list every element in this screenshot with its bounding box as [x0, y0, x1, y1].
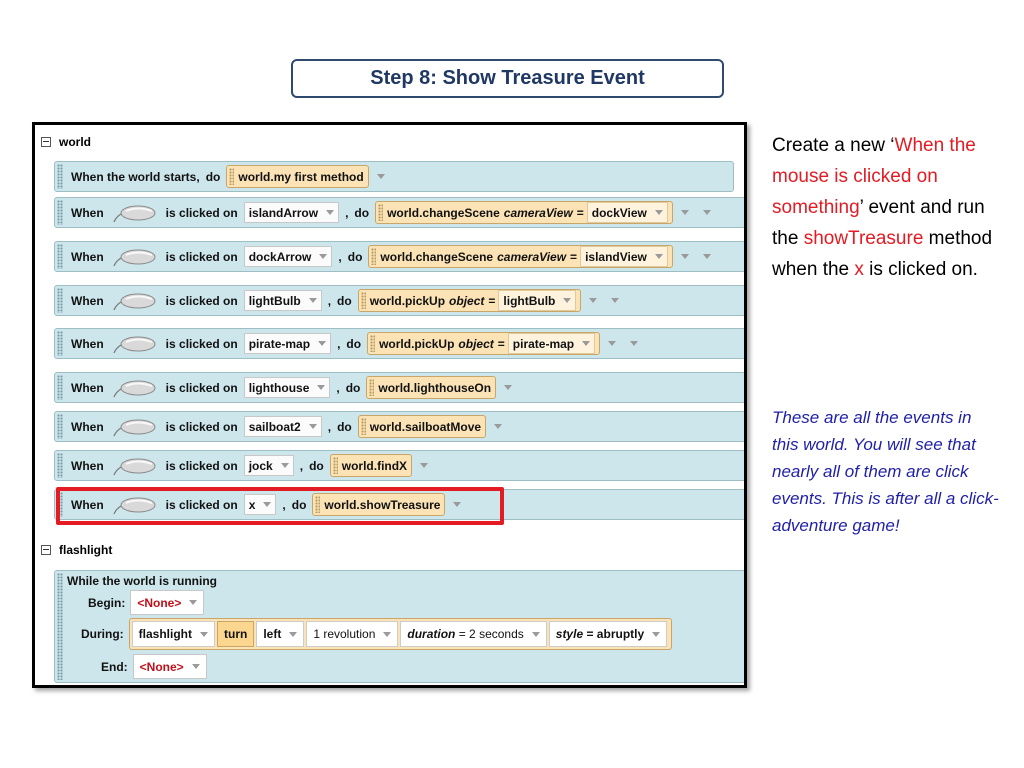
param-name: cameraView: [497, 249, 567, 264]
comma: ,: [299, 458, 304, 473]
dropdown-arrow-icon[interactable]: [319, 254, 327, 259]
object-name: islandArrow: [248, 205, 319, 220]
object-selector[interactable]: [244, 416, 322, 437]
dropdown-arrow-icon[interactable]: [582, 341, 590, 346]
collapse-icon[interactable]: [41, 137, 51, 147]
mouse-icon: [112, 495, 158, 515]
note-text: These are all the events in this world. You will see that nearly all of them are click events. This is after all a click-adventure game!: [772, 408, 999, 535]
method-name: world.sailboatMove: [369, 419, 482, 434]
dropdown-arrow-icon[interactable]: [703, 254, 711, 259]
is-clicked-on-label: is clicked on: [165, 458, 238, 473]
end-label: End:: [101, 659, 128, 674]
begin-row: [88, 590, 204, 615]
dropdown-arrow-icon[interactable]: [563, 298, 571, 303]
when-label: When: [71, 497, 104, 512]
begin-slot[interactable]: [130, 590, 204, 615]
comma: ,: [327, 293, 332, 308]
drag-handle[interactable]: [57, 453, 63, 478]
dropdown-arrow-icon[interactable]: [318, 341, 326, 346]
param-eq: =: [570, 249, 578, 264]
when-label: When: [71, 380, 104, 395]
comma: ,: [345, 205, 349, 220]
object-name: pirate-map: [248, 336, 311, 351]
when-label: When: [71, 458, 104, 473]
end-slot[interactable]: [133, 654, 207, 679]
do-label: do: [337, 293, 352, 308]
dropdown-arrow-icon[interactable]: [420, 463, 428, 468]
click-event-row[interactable]: [54, 328, 747, 359]
method-tile[interactable]: [226, 165, 368, 188]
object-name: jock: [248, 458, 273, 473]
drag-handle[interactable]: [57, 573, 63, 680]
click-event-row[interactable]: [54, 450, 747, 481]
click-event-row[interactable]: [54, 411, 747, 442]
do-label: do: [354, 205, 370, 220]
object-name: lighthouse: [248, 380, 310, 395]
do-label: do: [337, 419, 352, 434]
object-name: lightBulb: [248, 293, 301, 308]
param-eq: =: [497, 336, 505, 351]
click-event-row[interactable]: [54, 197, 747, 228]
is-clicked-on-label: is clicked on: [165, 293, 238, 308]
duration-selector[interactable]: [400, 621, 546, 647]
event-editor-panel: [32, 122, 747, 688]
dropdown-arrow-icon[interactable]: [703, 210, 711, 215]
object-selector[interactable]: [244, 202, 339, 223]
is-clicked-on-label: is clicked on: [165, 205, 238, 220]
method-name: world.findX: [341, 458, 408, 473]
param-value[interactable]: [498, 290, 576, 311]
param-eq: =: [576, 205, 584, 220]
turn-action[interactable]: turn: [217, 621, 254, 647]
comma: ,: [337, 336, 341, 351]
is-clicked-on-label: is clicked on: [165, 249, 238, 264]
method-name: world.pickUp: [379, 336, 455, 351]
dropdown-arrow-icon[interactable]: [453, 502, 461, 507]
drag-handle[interactable]: [57, 200, 63, 225]
dropdown-arrow-icon[interactable]: [192, 664, 200, 669]
slide-title: Step 8: Show Treasure Event: [291, 59, 724, 98]
method-name: world.my first method: [238, 169, 364, 184]
begin-label: Begin:: [88, 595, 126, 610]
comma: ,: [338, 249, 342, 264]
world-starts-event[interactable]: [54, 161, 734, 192]
param-value-text: dockView: [591, 205, 647, 220]
object-selector[interactable]: [244, 290, 322, 311]
amount-selector[interactable]: [306, 621, 398, 647]
style-param: style: [555, 627, 584, 641]
collapse-icon[interactable]: [41, 545, 51, 555]
method-tile[interactable]: [375, 201, 673, 224]
comma: ,: [282, 497, 286, 512]
dropdown-arrow-icon[interactable]: [532, 632, 540, 637]
dropdown-arrow-icon[interactable]: [377, 174, 385, 179]
mouse-icon: [112, 334, 158, 354]
method-name: world.changeScene: [380, 249, 494, 264]
during-statement[interactable]: [129, 618, 673, 650]
dropdown-arrow-icon[interactable]: [589, 298, 597, 303]
mouse-icon: [112, 417, 158, 437]
param-name: object: [458, 336, 494, 351]
param-name: cameraView: [503, 205, 573, 220]
flashlight-group-header[interactable]: [41, 543, 112, 557]
method-tile[interactable]: [312, 493, 445, 516]
instruction-object-name: x: [854, 259, 864, 280]
object-selector[interactable]: [244, 377, 331, 398]
direction-selector[interactable]: [256, 621, 304, 647]
do-label: do: [345, 380, 361, 395]
object-name: flashlight: [138, 627, 192, 641]
begin-value: <None>: [137, 595, 182, 610]
method-tile[interactable]: [358, 415, 486, 438]
drag-handle[interactable]: [57, 331, 63, 356]
method-tile[interactable]: [366, 376, 496, 399]
is-clicked-on-label: is clicked on: [165, 497, 238, 512]
click-event-row[interactable]: [54, 489, 747, 520]
do-label: do: [346, 336, 362, 351]
dropdown-arrow-icon[interactable]: [189, 600, 197, 605]
is-clicked-on-label: is clicked on: [165, 419, 238, 434]
during-row: [81, 618, 672, 650]
dropdown-arrow-icon[interactable]: [200, 632, 208, 637]
method-tile[interactable]: [330, 454, 412, 477]
is-clicked-on-label: is clicked on: [165, 380, 238, 395]
method-name: world.showTreasure: [324, 497, 441, 512]
drag-handle[interactable]: [57, 244, 63, 269]
dropdown-arrow-icon[interactable]: [655, 210, 663, 215]
dropdown-arrow-icon[interactable]: [309, 298, 317, 303]
amount-value: 1 revolution: [313, 627, 376, 641]
param-value[interactable]: [580, 246, 668, 267]
mouse-icon: [112, 247, 158, 267]
method-tile[interactable]: [368, 245, 672, 268]
style-value: = abruptly: [586, 627, 645, 641]
when-label: When: [71, 293, 104, 308]
dropdown-arrow-icon[interactable]: [309, 424, 317, 429]
instruction-part: Create a new ‘: [772, 135, 895, 156]
object-name: sailboat2: [248, 419, 301, 434]
while-world-running-event[interactable]: [54, 570, 747, 683]
object-name: x: [248, 497, 256, 512]
mouse-icon: [112, 203, 158, 223]
do-label: do: [291, 497, 307, 512]
dropdown-arrow-icon[interactable]: [383, 632, 391, 637]
param-name: object: [449, 293, 485, 308]
instruction-part: ’ event and run the: [772, 197, 985, 249]
when-label: When: [71, 419, 104, 434]
when-label: When: [71, 249, 104, 264]
drag-handle[interactable]: [57, 288, 63, 313]
dropdown-arrow-icon[interactable]: [494, 424, 502, 429]
mouse-icon: [112, 378, 158, 398]
duration-param: duration: [407, 627, 456, 641]
during-label: During:: [81, 627, 124, 641]
object-selector[interactable]: [244, 333, 331, 354]
click-event-row[interactable]: [54, 241, 747, 272]
dropdown-arrow-icon[interactable]: [317, 385, 325, 390]
instruction-part: is clicked on.: [863, 259, 978, 280]
param-value-text: islandView: [585, 249, 647, 264]
flashlight-group-label: flashlight: [59, 543, 113, 557]
object-name: dockArrow: [248, 249, 312, 264]
method-tile[interactable]: [358, 289, 582, 312]
method-name: world.changeScene: [387, 205, 500, 220]
method-name: world.pickUp: [369, 293, 446, 308]
dropdown-arrow-icon[interactable]: [611, 298, 619, 303]
param-value-text: pirate-map: [512, 336, 575, 351]
param-eq: =: [488, 293, 496, 308]
instruction-event-name: When the mouse is clicked on something: [772, 135, 976, 218]
click-event-row[interactable]: [54, 285, 747, 316]
instruction-part: method when the: [772, 228, 993, 280]
while-header: While the world is running: [67, 574, 217, 588]
dropdown-arrow-icon[interactable]: [681, 254, 689, 259]
method-tile[interactable]: [367, 332, 600, 355]
comma: ,: [327, 419, 332, 434]
event-label: When the world starts: [71, 169, 197, 184]
click-event-row[interactable]: [54, 372, 747, 403]
object-selector[interactable]: [244, 246, 333, 267]
is-clicked-on-label: is clicked on: [165, 336, 238, 351]
end-row: [101, 654, 207, 679]
dropdown-arrow-icon[interactable]: [504, 385, 512, 390]
param-value[interactable]: [508, 333, 595, 354]
do-label: do: [309, 458, 324, 473]
dropdown-arrow-icon[interactable]: [655, 254, 663, 259]
style-selector[interactable]: [549, 621, 667, 647]
object-selector[interactable]: [132, 621, 215, 647]
drag-handle[interactable]: [57, 375, 63, 400]
dropdown-arrow-icon[interactable]: [652, 632, 660, 637]
method-name: world.lighthouseOn: [378, 380, 492, 395]
when-label: When: [71, 336, 104, 351]
mouse-icon: [112, 456, 158, 476]
do-label: do: [205, 169, 221, 184]
world-group-label: world: [59, 135, 91, 149]
mouse-icon: [112, 291, 158, 311]
param-value[interactable]: [587, 202, 668, 223]
drag-handle[interactable]: [57, 164, 63, 189]
dropdown-arrow-icon[interactable]: [608, 341, 616, 346]
instruction-text: [772, 130, 1002, 285]
dropdown-arrow-icon[interactable]: [281, 463, 289, 468]
do-label: do: [347, 249, 363, 264]
dropdown-arrow-icon[interactable]: [681, 210, 689, 215]
param-value-text: lightBulb: [503, 293, 556, 308]
dropdown-arrow-icon[interactable]: [326, 210, 334, 215]
drag-handle[interactable]: [57, 414, 63, 439]
drag-handle[interactable]: [57, 492, 63, 517]
dropdown-arrow-icon[interactable]: [289, 632, 297, 637]
world-group-header[interactable]: [41, 135, 91, 149]
direction-value: left: [263, 627, 282, 641]
end-value: <None>: [139, 659, 184, 674]
object-selector[interactable]: [244, 494, 277, 515]
object-selector[interactable]: [244, 455, 294, 476]
duration-value: = 2 seconds: [458, 627, 524, 641]
dropdown-arrow-icon[interactable]: [263, 502, 271, 507]
comma: ,: [336, 380, 340, 395]
dropdown-arrow-icon[interactable]: [630, 341, 638, 346]
comma: ,: [196, 169, 200, 184]
when-label: When: [71, 205, 104, 220]
instruction-method-name: showTreasure: [803, 228, 924, 249]
